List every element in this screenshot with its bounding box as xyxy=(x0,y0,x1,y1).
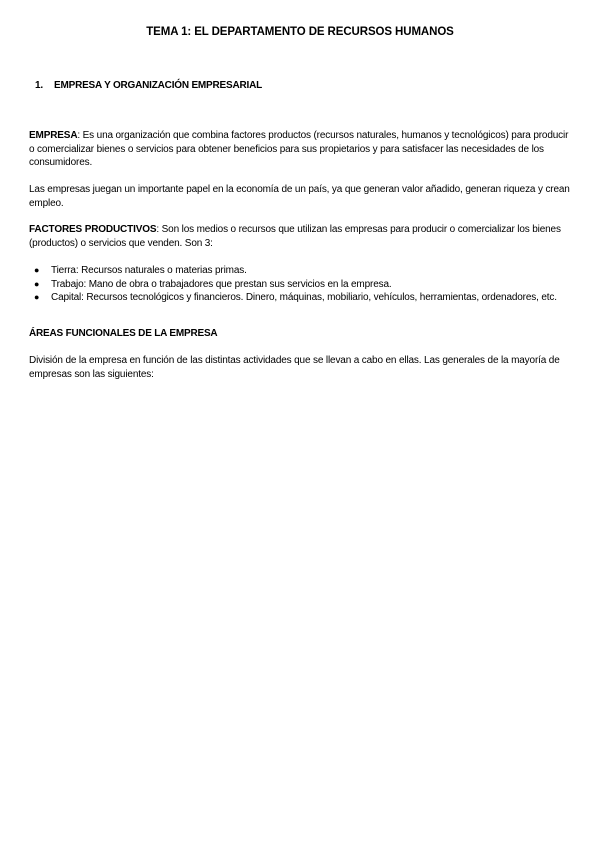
factores-definition: : Son los medios o recursos que utilizan las empresas para producir o comercializar los bienes (productos) o servicios que venden. Son 3: xyxy=(29,224,561,249)
factores-term: FACTORES PRODUCTIVOS xyxy=(29,224,157,235)
bullet-icon: ● xyxy=(34,265,40,275)
importance-paragraph: Las empresas juegan un importante papel en la economía de un país, ya que generan valor añadido, generan riqueza y crean empleo. xyxy=(29,184,570,209)
list-item-text: Capital: Recursos tecnológicos y financieros. Dinero, máquinas, mobiliario, vehículos, herramientas, ordenadores, etc. xyxy=(51,292,557,304)
section-heading xyxy=(35,80,262,91)
bullet-icon: ● xyxy=(34,278,40,289)
areas-paragraph: División de la empresa en función de las distintas actividades que se llevan a cabo en ellas. Las generales de la mayoría de empresas son las siguientes: xyxy=(29,355,560,380)
list-item xyxy=(29,291,574,305)
empresa-paragraph xyxy=(29,129,574,170)
section-heading-text: EMPRESA Y ORGANIZACIÓN EMPRESARIAL xyxy=(54,80,263,91)
empresa-definition: : Es una organización que combina factores productos (recursos naturales, humanos y tecnológicos) para producir o comercializar bienes o servicios para obtener beneficios para sus propietarios y para satisfacer las necesidades de los consumidores. xyxy=(29,130,569,169)
list-item xyxy=(29,264,574,278)
list-item xyxy=(29,278,574,292)
list-item-text: Trabajo: Mano de obra o trabajadores que prestan sus servicios en la empresa. xyxy=(51,278,392,290)
bullet-icon: ● xyxy=(34,292,40,303)
list-item-text: Tierra: Recursos naturales o materias primas. xyxy=(51,265,247,276)
page-title: TEMA 1: EL DEPARTAMENTO DE RECURSOS HUMANOS xyxy=(146,26,454,38)
factores-list xyxy=(29,264,574,305)
areas-heading: ÁREAS FUNCIONALES DE LA EMPRESA xyxy=(29,328,218,339)
empresa-term: EMPRESA xyxy=(29,130,78,141)
section-number: 1. xyxy=(35,80,43,91)
factores-paragraph xyxy=(29,223,574,250)
